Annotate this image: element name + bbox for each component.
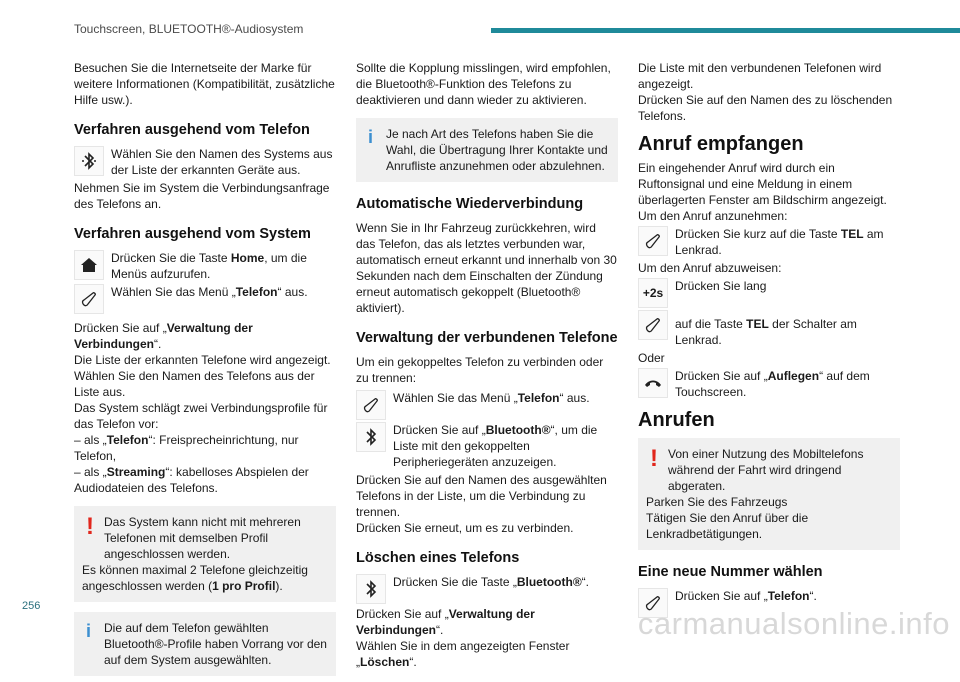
heading-auto-reconnect: Automatische Wiederverbindung: [356, 196, 584, 212]
bluetooth-icon: [74, 146, 104, 176]
step-bluetooth-key: Drücken Sie die Taste „Bluetooth®“.: [356, 574, 618, 604]
info-icon: i: [368, 127, 374, 147]
bluetooth-icon: [356, 422, 386, 452]
column-1: Besuchen Sie die Internetseite der Marke für weitere Informationen (Kompatibilität, zusätzliche Hilfe usw.). Verfahren ausgehend vom Telefon Wählen Sie den Namen des Systems aus der Liste der erkannten Geräte aus. Nehmen Sie im System die Verbindungsanfrage des Telefons an. Verfahren ausgehend vom System Drücken Sie die Taste Home, um die Menüs aufzurufen. Wählen Sie das Menü „Telefon“ aus. Drücken Sie auf „Verwaltung der Verbindungen“. Die Liste der erkannten Telefone wird angezeigt. Wählen Sie den Namen des Telefons aus der Liste aus. Das System schlägt zwei Verbindungsprofile für das Telefon vor: – als „Telefon“: Freisprecheinrichtung, nur Telefon, – als „Streaming“: kabelloses Abspielen der Audiodateien des Telefons. ! Das System kann nicht mit mehreren Telefonen mit demselben Profil angeschlossen werden. Es können maximal 2 Telefone gleichzeitig angeschlossen werden (1 pro Profil). i Die auf dem Telefon gewählten Bluetooth®-Profile haben Vorrang vor den auf dem System ausgewählten.: [74, 60, 336, 682]
info-box-bluetooth-profiles: i Die auf dem Telefon gewählten Bluetooth®-Profile haben Vorrang vor den auf dem System ausgewählten.: [74, 612, 336, 676]
heading-make-call: Anrufen: [638, 409, 715, 431]
heading-delete-phone: Löschen eines Telefons: [356, 550, 520, 566]
column-3: Die Liste mit den verbundenen Telefonen wird angezeigt. Drücken Sie auf den Namen des zu löschenden Telefons. Anruf empfangen Ein eingehender Anruf wird durch ein Ruftonsignal und eine Meldung in einem überlagerten Fenster am Bildschirm angezeigt. Um den Anruf anzunehmen: Drücken Sie kurz auf die Taste TEL am Lenkrad. Um den Anruf abzuweisen: +2s Drücken Sie lang auf die Taste TEL der Schalter am Lenkrad. Oder Drücken Sie auf „Auflegen“ auf dem Touchscreen. Anrufen ! Von einer Nutzung des Mobiltelefons während der Fahrt wird dringend abgeraten. Parken Sie des Fahrzeugs Tätigen Sie den Anruf über die Lenkradbetätigungen. Eine neue Nummer wählen Drücken Sie auf „Telefon“.: [638, 60, 900, 620]
phone-icon: [638, 310, 668, 340]
step-bluetooth-list: Drücken Sie auf „Bluetooth®“, um die Liste mit den gekoppelten Peripheriegeräten anzuzeigen.: [356, 422, 618, 470]
warning-icon: !: [86, 513, 94, 540]
step-phone: Wählen Sie den Namen des Systems aus der Liste der erkannten Geräte aus.: [74, 146, 336, 178]
plus-2s-icon: +2s: [638, 278, 668, 308]
warning-box-profiles: ! Das System kann nicht mit mehreren Telefonen mit demselben Profil angeschlossen werden. Es können maximal 2 Telefone gleichzeitig angeschlossen werden (1 pro Profil).: [74, 506, 336, 602]
step-home: Drücken Sie die Taste Home, um die Menüs aufzurufen.: [74, 250, 336, 282]
heading-receive-call: Anruf empfangen: [638, 133, 804, 155]
info-icon: i: [86, 621, 92, 641]
header-title: Touchscreen, BLUETOOTH®-Audiosystem: [74, 22, 304, 36]
step-long-press: +2s Drücken Sie lang: [638, 278, 900, 308]
header-accent-bar: [491, 28, 960, 33]
heading-new-number: Eine neue Nummer wählen: [638, 564, 823, 580]
hang-up-icon: [638, 368, 668, 398]
step-telefon-menu: Wählen Sie das Menü „Telefon“ aus.: [74, 284, 336, 314]
heading-manage-phones: Verwaltung der verbundenen Telefone: [356, 330, 618, 346]
phone-icon: [356, 390, 386, 420]
warning-icon: !: [650, 445, 658, 472]
heading-phone-procedure: Verfahren ausgehend vom Telefon: [74, 122, 310, 138]
page-number: 256: [22, 600, 41, 612]
step-tel-steering: auf die Taste TEL der Schalter am Lenkrad.: [638, 310, 900, 348]
watermark: carmanualsonline.info: [637, 606, 950, 641]
heading-system-procedure: Verfahren ausgehend vom System: [74, 226, 311, 242]
step-new-number: Drücken Sie auf „Telefon“.: [638, 588, 900, 618]
phone-icon: [74, 284, 104, 314]
phone-icon: [638, 226, 668, 256]
bluetooth-icon: [356, 574, 386, 604]
intro-text: Besuchen Sie die Internetseite der Marke für weitere Informationen (Kompatibilität, zusätzliche Hilfe usw.).: [74, 61, 335, 107]
info-box-contacts: i Je nach Art des Telefons haben Sie die Wahl, die Übertragung Ihrer Kontakte und Anrufliste anzunehmen oder abzulehnen.: [356, 118, 618, 182]
column-2: Sollte die Kopplung misslingen, wird empfohlen, die Bluetooth®-Funktion des Telefons zu deaktivieren und dann wieder zu aktivieren. i Je nach Art des Telefons haben Sie die Wahl, die Übertragung Ihrer Kontakte und Anrufliste anzunehmen oder abzulehnen. Automatische Wiederverbindung Wenn Sie in Ihr Fahrzeug zurückkehren, wird das Telefon, das als letztes verbunden war, automatisch erneut erkannt und innerhalb von 30 Sekunden nach dem Einschalten der Zündung erneut automatisch gekoppelt (Bluetooth® aktiviert). Verwaltung der verbundenen Telefone Um ein gekoppeltes Telefon zu verbinden oder zu trennen: Wählen Sie das Menü „Telefon“ aus. Drücken Sie auf „Bluetooth®“, um die Liste mit den gekoppelten Peripheriegeräten anzuzeigen. Drücken Sie auf den Namen des ausgewählten Telefons in der Liste, um die Verbindung zu trennen. Drücken Sie erneut, um es zu verbinden. Löschen eines Telefons Drücken Sie die Taste „Bluetooth®“. Drücken Sie auf „Verwaltung der Verbindungen“. Wählen Sie in dem angezeigten Fenster „Löschen“.: [356, 61, 618, 669]
home-icon: [74, 250, 104, 280]
step-telefon-menu-2: Wählen Sie das Menü „Telefon“ aus.: [356, 390, 618, 420]
step-hang-up: Drücken Sie auf „Auflegen“ auf dem Touchscreen.: [638, 368, 900, 400]
warning-box-driving: ! Von einer Nutzung des Mobiltelefons während der Fahrt wird dringend abgeraten. Parken Sie des Fahrzeugs Tätigen Sie den Anruf über die Lenkradbetätigungen.: [638, 438, 900, 550]
step-accept-call: Drücken Sie kurz auf die Taste TEL am Lenkrad.: [638, 226, 900, 258]
